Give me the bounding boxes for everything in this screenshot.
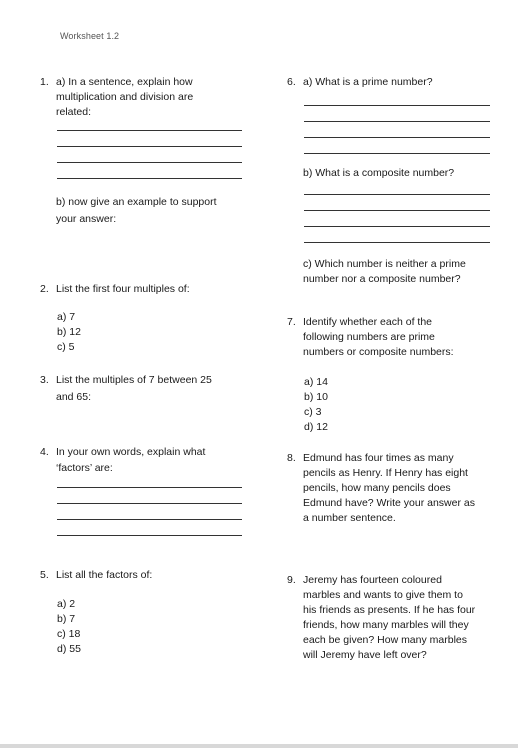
question-text-line: multiplication and division are [56, 91, 194, 103]
list-item: c) 3 [304, 406, 322, 418]
answer-lines [304, 183, 490, 243]
question-text-line: a number sentence. [303, 512, 396, 524]
answer-line[interactable] [304, 110, 490, 122]
question-number: 9. [287, 574, 296, 586]
option-list [57, 310, 81, 355]
question-number: 3. [40, 374, 49, 386]
answer-line[interactable] [304, 199, 490, 211]
list-item: a) 2 [57, 598, 76, 610]
question-text-line: marbles and wants to give them to [303, 589, 463, 601]
question-text-line: List all the factors of: [56, 569, 153, 581]
list-item: c) 5 [57, 341, 75, 353]
list-item: a) 7 [57, 311, 76, 323]
question-6b [303, 166, 503, 181]
question-text-line: will Jeremy have left over? [303, 649, 427, 661]
question-number: 2. [40, 283, 49, 295]
answer-line[interactable] [57, 492, 242, 504]
list-item: c) 18 [57, 628, 81, 640]
question-text-line: following numbers are prime [303, 331, 435, 343]
question-text-line: each be given? How many marbles [303, 634, 468, 646]
answer-lines [57, 476, 242, 536]
list-item: d) 55 [57, 643, 81, 655]
question-number: 5. [40, 569, 49, 581]
worksheet-header: Worksheet 1.2 [60, 31, 120, 41]
question-number: 4. [40, 446, 49, 458]
question-text-line: his friends as presents. If he has four [303, 604, 476, 616]
list-item: b) 10 [304, 391, 328, 403]
option-list [57, 597, 81, 657]
question-text-line: related: [56, 106, 92, 118]
question-number: 7. [287, 316, 296, 328]
question-text-line: pencils as Henry. If Henry has eight [303, 467, 468, 479]
question-number: 6. [287, 76, 296, 88]
page-bottom-edge [0, 744, 518, 748]
question-text-line: your answer: [56, 213, 117, 225]
question-text-line: Identify whether each of the [303, 316, 432, 328]
answer-line[interactable] [57, 151, 242, 163]
answer-line[interactable] [304, 142, 490, 154]
answer-line[interactable] [57, 524, 242, 536]
question-text-line: In your own words, explain what [56, 446, 206, 458]
question-text-line: friends, how many marbles will they [303, 619, 469, 631]
answer-line[interactable] [304, 126, 490, 138]
list-item: b) 12 [57, 326, 81, 338]
question-text-line: pencils, how many pencils does [303, 482, 451, 494]
answer-line[interactable] [304, 183, 490, 195]
question-text-line: and 65: [56, 391, 92, 403]
question-text-line: List the multiples of 7 between 25 [56, 374, 212, 386]
question-text-line: a) In a sentence, explain how [56, 76, 193, 88]
question-text-line: a) What is a prime number? [303, 76, 433, 88]
question-text-line: b) now give an example to support [56, 196, 217, 208]
answer-line[interactable] [57, 167, 242, 179]
answer-line[interactable] [304, 94, 490, 106]
question-6c [303, 257, 503, 287]
question-text-line: c) Which number is neither a prime [303, 258, 466, 270]
answer-lines [304, 94, 490, 154]
answer-line[interactable] [57, 135, 242, 147]
question-text-line: Edmund have? Write your answer as [303, 497, 475, 509]
answer-line[interactable] [304, 215, 490, 227]
question-text-line: ‘factors’ are: [56, 462, 113, 474]
question-number: 1. [40, 76, 49, 88]
question-text-line: number nor a composite number? [303, 273, 461, 285]
answer-line[interactable] [57, 119, 242, 131]
list-item: a) 14 [304, 376, 328, 388]
question-text-line: Jeremy has fourteen coloured [303, 574, 442, 586]
answer-lines [57, 119, 242, 179]
answer-line[interactable] [57, 508, 242, 520]
question-text-line: Edmund has four times as many [303, 452, 454, 464]
question-text-line: b) What is a composite number? [303, 167, 455, 179]
list-item: d) 12 [304, 421, 328, 433]
question-text-line: List the first four multiples of: [56, 283, 190, 295]
question-number: 8. [287, 452, 296, 464]
option-list [304, 375, 328, 435]
question-text-line: numbers or composite numbers: [303, 346, 454, 358]
answer-line[interactable] [304, 231, 490, 243]
question-1b [56, 195, 256, 227]
list-item: b) 7 [57, 613, 76, 625]
answer-line[interactable] [57, 476, 242, 488]
